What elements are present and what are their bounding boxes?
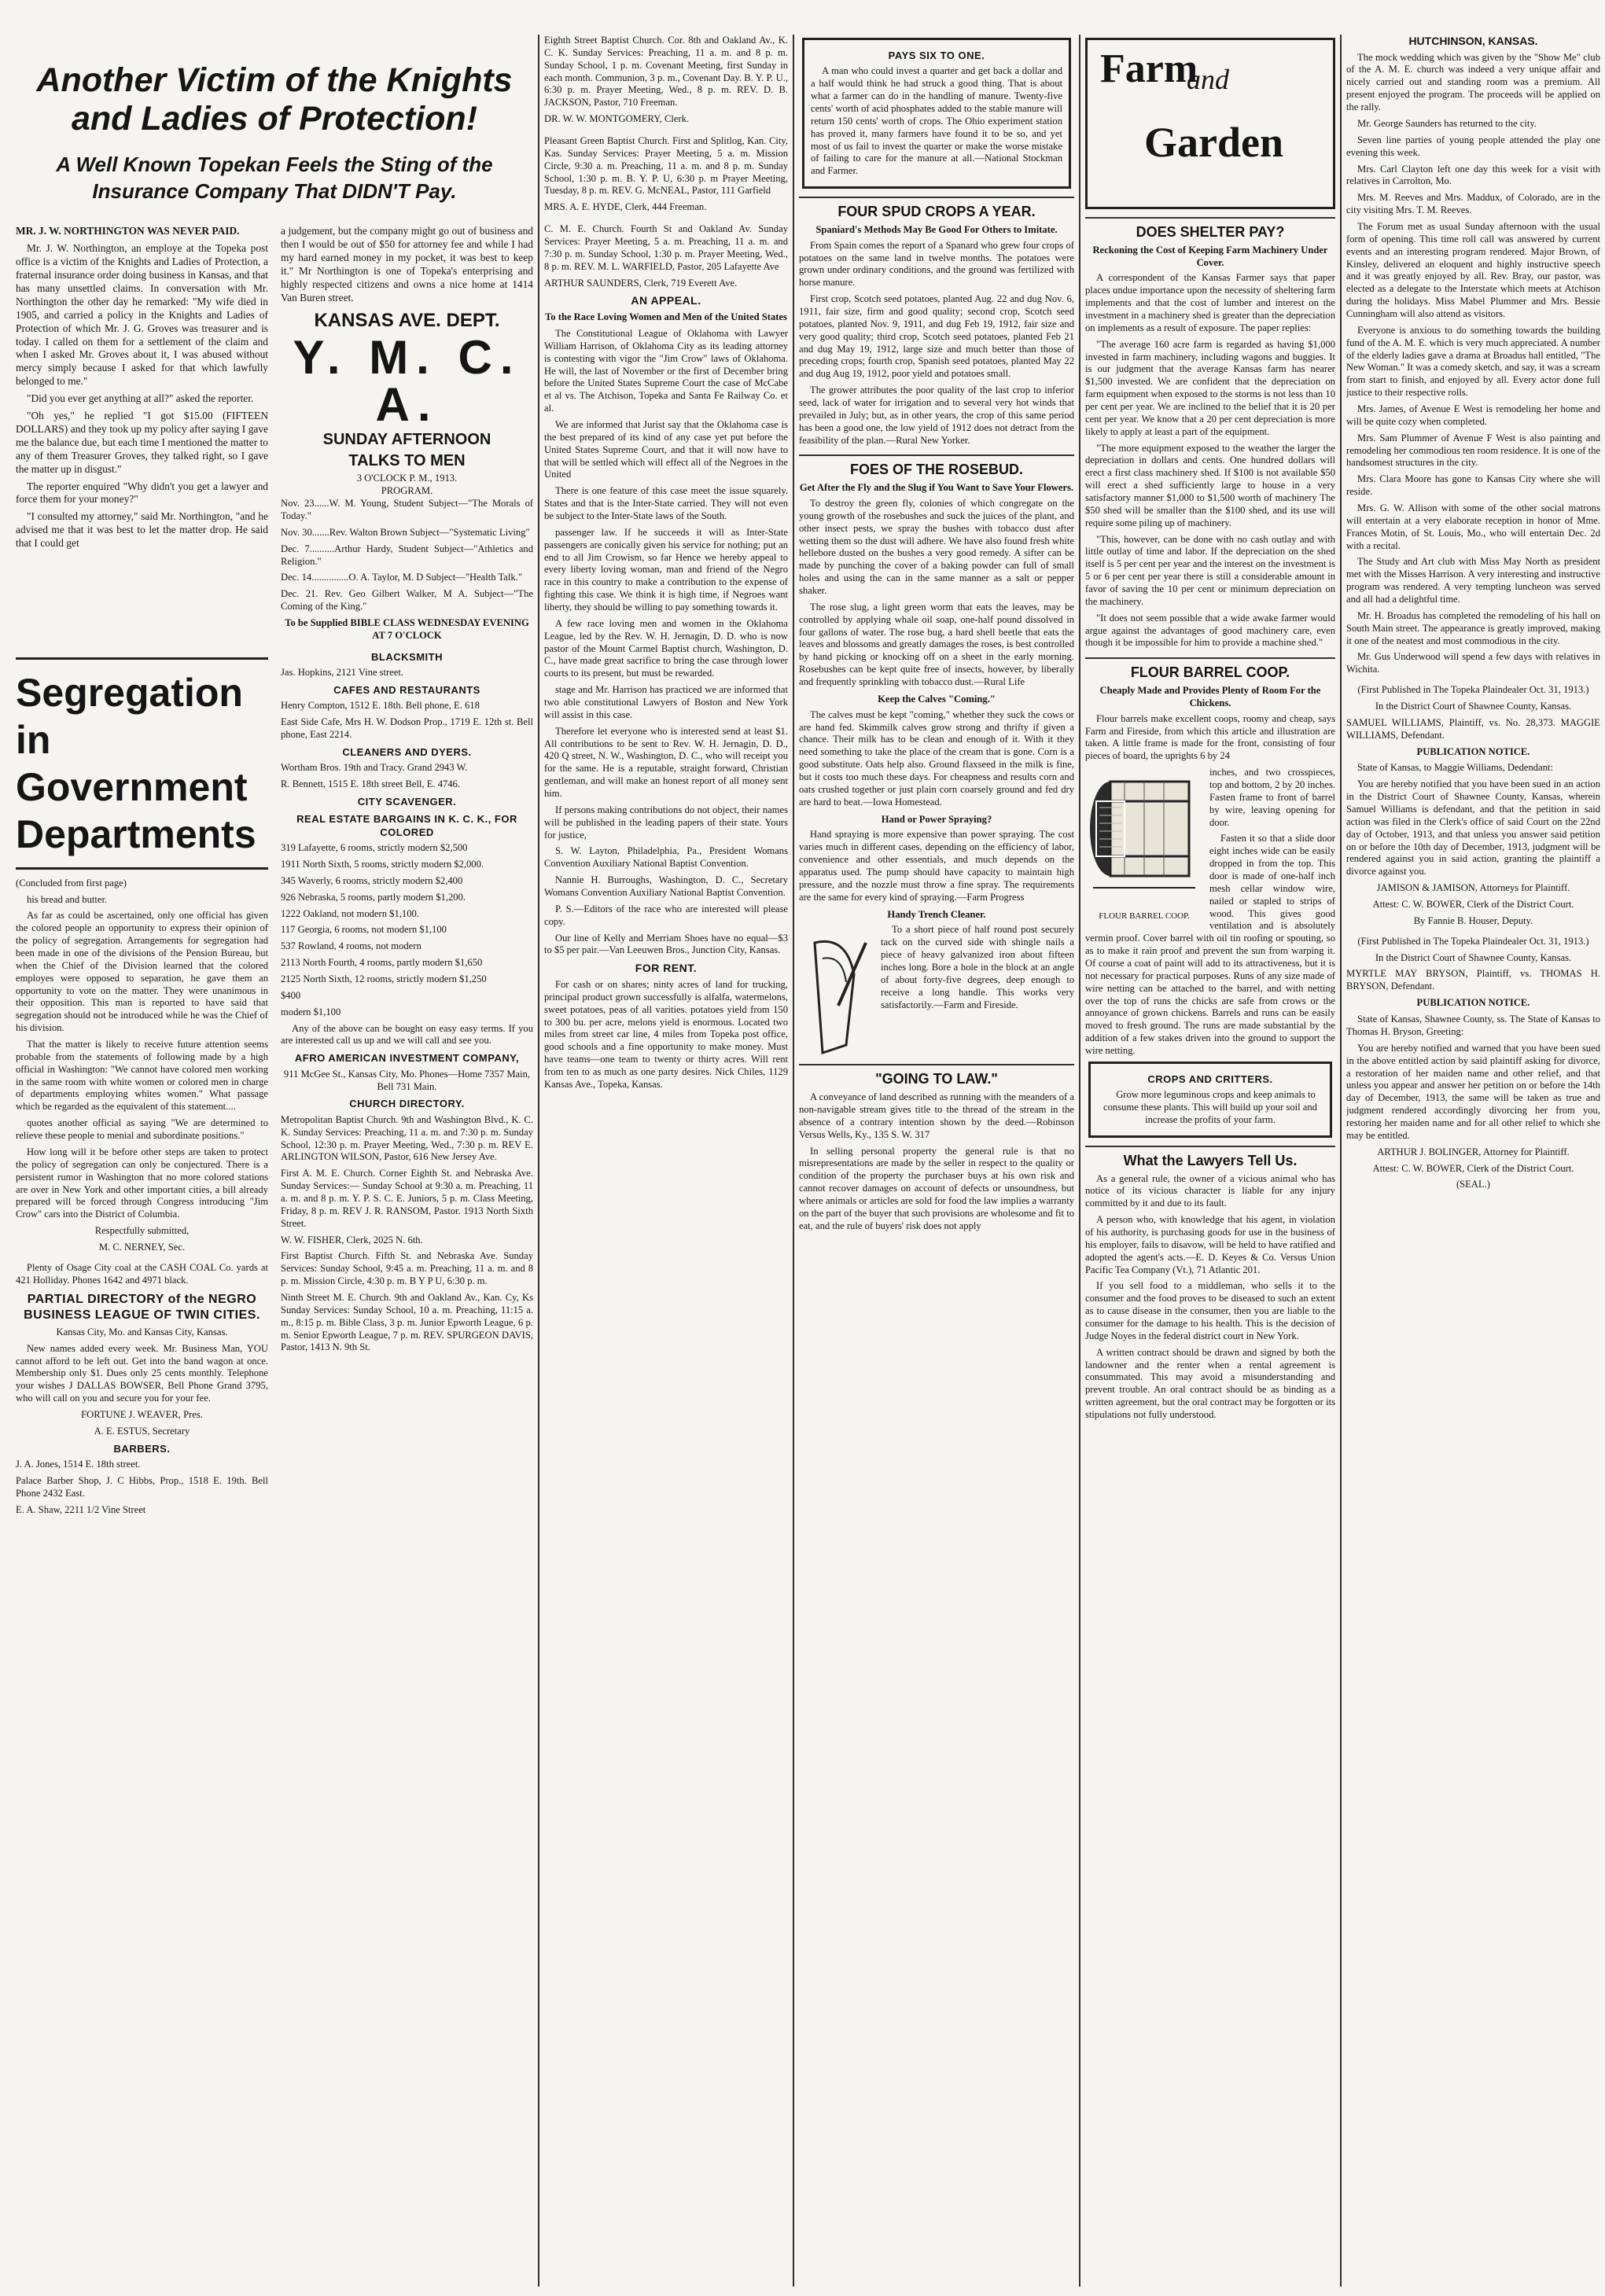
segregation-para: That the matter is likely to receive future attention seems probable from the statements of following made by a high official in Washington: "We cannot have colored men working in the same room with white women or colored men in charge of departments employing whites women." What passage which be regarded as the equivalent of this statement.... bbox=[16, 1039, 268, 1113]
hutchinson-title: HUTCHINSON, KANSAS. bbox=[1408, 35, 1538, 47]
real-estate-entry: 2113 North Fourth, 4 rooms, partly modern $1,650 bbox=[281, 957, 483, 969]
coop-sub: Cheaply Made and Provides Plenty of Room For the Chickens. bbox=[1099, 684, 1321, 708]
rose-sub: Get After the Fly and the Slug if You Want to Save Your Flowers. bbox=[799, 482, 1074, 494]
investment-address: 911 McGee St., Kansas City, Mo. Phones—Home 7357 Main, Bell 731 Main. bbox=[283, 1068, 531, 1092]
hutchinson-item: Mr. H. Broadus has completed the remodeling of his hall on South Main street. The appearance is greatly improved, making it one of the neatest and most commodious in the city. bbox=[1346, 609, 1600, 646]
lawyers-para: A written contract should be drawn and signed by both the landowner and the renter when a rental agreement is consummated. This may avoid a misunderstanding and prevent trouble. An oral contract should be as binding as a written agreement, but the oral contract may be forgotten or its stipulations not fully understood. bbox=[1085, 1346, 1335, 1420]
rent-body: For cash or on shares; ninty acres of land for trucking, principal product grown successfully is alfalfa, watermelons, sweet potatoes, peas of all varities. potatoes yield from 150 to 300 bu. per acre, melons yield is enormous. Located two miles from street car line, 4 miles from Topeka post office, good schools and a fine opportunity to make money. Must have teams—one team to twenty or thirty acres. Will rent from ten to as much as one party desires. Nick Chiles, 1129 Kansas Ave., Topeka, Kansas. bbox=[544, 978, 788, 1090]
spray-body: Hand spraying is more expensive than power spraying. The cost varies much in different cases, depending on the efficiency of labor, convenience and other essentials, and much depends on the apparatus used. The pump should have capacity to maintain high pressure, and the nozzle must throw a fine spray. The requirements are the same for every kind of spraying.—Farm Progress bbox=[799, 829, 1074, 903]
rent-title: FOR RENT. bbox=[635, 962, 698, 975]
appeal-para: We are informed that Jurist say that the Oklahoma case is the best prepared of its kind of any case yet put before the United States Supreme Court, and that it will now have to that will be settled which will effect all of the Negroes in the United bbox=[544, 418, 788, 480]
shelter-para: "The more equipment exposed to the weather the larger the depreciation in dollars and cents. One hundred dollars will erect a first class machinery shed. If $100 is not available $50 will erect a shed sufficiently large to house in a very satisfactory manner $1,000 to $1,500 worth of machinery The $50 shed will be smaller than the $100 shed, and its use will require some piling up of machinery. bbox=[1085, 442, 1335, 528]
church-listing: First Baptist Church. Fifth St. and Nebraska Ave. Sunday Services: Sunday School, 9:45 a. m. Preaching, 11 a. m. and 8 p. m. Mission Circle, 4:30 p. m. B Y P U, 6:30 p. m. bbox=[281, 1250, 533, 1287]
spud-sub: Spaniard's Methods May Be Good For Others to Imitate. bbox=[815, 223, 1058, 235]
ymca-time: 3 O'CLOCK P. M., 1913. bbox=[356, 473, 458, 484]
church-listing: C. M. E. Church. Fourth St and Oakland Av. Sunday Services: Prayer Meeting, 5 a. m. Preaching, 11 a. m. and 7:30 p. m. Sunday School, 1:30 p. m. Prayer Meeting, Wed., 8 p. m. REV. M. L. WARFIELD, Pastor, 205 Lafayette Ave bbox=[544, 223, 788, 272]
legal-notice-2 bbox=[1346, 936, 1600, 1191]
directory-entry: E. A. Shaw, 2211 1/2 Vine Street bbox=[16, 1503, 146, 1515]
lead-article-para: a judgement, but the company might go out of business and then I would be out of $50 for attorney fee and while I had my hard earned money in my pocket, it was best to keep it." Mr Northington is one of Topeka's enterprising and highly respected citizens and owns a nice home at 1414 Van Buren street. bbox=[281, 225, 533, 304]
calves-body: The calves must be kept "coming," whether they suck the cows or are hand fed. Skimmilk calves grow strong and thrifty if given a chance. Their milk has to be clean and enough of it. With it they need something to take the place of the cream that is gone. Corn is a good substitute. Oats help also. Ground flaxseed in the milk is fine, but it costs too much these days. For cheapness and results corn and oats crushed together or just plain corn coarsely ground and fed dry are hard to beat.—Iowa Homestead. bbox=[799, 708, 1074, 808]
pays-box bbox=[802, 38, 1071, 189]
farm-word: Farm bbox=[1100, 46, 1198, 91]
shelter-sub: Reckoning the Cost of Keeping Farm Machinery Under Cover. bbox=[1092, 244, 1328, 268]
directory-intro: New names added every week. Mr. Business Man, YOU cannot afford to be left out. Get into the band wagon at once. Membership only $1. Dues only 25 cents monthly. Telephone your wishes J DALLAS BOWSER, Bell Phone Grand 3795, who will call on you and secure you for your fee. bbox=[16, 1342, 268, 1404]
shelter-para: A correspondent of the Kansas Farmer says that paper places undue importance upon the necessity of sheltering farm implements and that the cost of lumber and interest on the investment in a machinery shed is greater than the depreciation on implements as a result of exposure. The paper replies: bbox=[1085, 272, 1335, 333]
rose-para: To destroy the green fly, colonies of which congregate on the young growth of the rosebushes and suck the juices of the plant, and other insect pests, we spray the bushes with tobacco dust after wetting them so the dust will adhere. We have also found fresh white hellebore dusted on the bushes a very good remedy. A sifter can be made by punching the cover of a baking powder can full of small holes and using the can in the same manner as a salt or pepper shaker. bbox=[799, 497, 1074, 596]
coop-title: FLOUR BARREL COOP. bbox=[1085, 657, 1335, 682]
church-listing: Metropolitan Baptist Church. 9th and Washington Blvd., K. C. K. Sunday Services: Preaching, 11 a. m. and 7:30 p. m. Sunday School, 12:30 p. m. Prayer Meeting, Wed., 7:30 p. m. REV E. ARLINGTON WILSON, Pastor, 616 New Jersey Ave. bbox=[281, 1113, 533, 1163]
segregation-para: As far as could be ascertained, only one official has given the colored people an opportunity to express their opinion of the policy of segregation. Arrangements for segregation had been made in one of the divisions of the Pension Bureau, but when the Chief of the Division learned that the colored employes were opposed to separation, he gave them an opportunity to vote on the matter. They were unanimous in their opposition. This man is reported to have said that segregation should not be introduced while he was the Chief of his division. bbox=[16, 910, 268, 1034]
lead-article-para: Mr. J. W. Northington, an employe at the Topeka post office is a victim of the Knights and Ladies of Protection, a fraternal insurance order doing business in Kansas, and that has many unsettled claims. In conversation with Mr. Northington the other day he remarked: "My wife died in 1905, and carried a policy in the Knights and Ladies of Protection of which Mr. J. G. Groves was treasurer and is today. I called on them for a settlement of the claim and when I asked Mr. Groves about it, I was abused without mercy simply because I asked for that which lawfully belonged to me." bbox=[16, 242, 268, 388]
church-clerk: ARTHUR SAUNDERS, Clerk, 719 Everett Ave. bbox=[544, 277, 738, 289]
directory-cities: Kansas City, Mo. and Kansas City, Kansas. bbox=[56, 1326, 228, 1337]
directory-cat: BLACKSMITH bbox=[371, 650, 443, 663]
spud-para: From Spain comes the report of a Spanard who grew four crops of potatoes on the same land in twelve months. The potatoes were grown under ordinary conditions, and the ground was fertilized with horse manure. bbox=[799, 239, 1074, 289]
coal-ad: Plenty of Osage City coal at the CASH COAL Co. yards at 421 Holliday. Phones 1642 and 4971 black. bbox=[16, 1261, 268, 1286]
real-estate-entry: modern $1,100 bbox=[281, 1006, 341, 1017]
appeal-intro: To the Race Loving Women and Men of the United States bbox=[545, 311, 787, 323]
lead-article-left bbox=[16, 225, 268, 646]
hutchinson-item: Mr. Gus Underwood will spend a few days with relatives in Wichita. bbox=[1346, 651, 1600, 675]
coop-para: inches, and two crosspieces, top and bottom, 2 by 20 inches. Fasten frame to front of barrel by wire, leaving opening for door. bbox=[1209, 767, 1335, 828]
shelter-para: "It does not seem possible that a wide awake farmer would argue against the advantages of good machinery care, even though it be impossible for him to provide a machine shed." bbox=[1085, 612, 1335, 649]
appeal-signer: S. W. Layton, Philadelphia, Pa., President Womans Convention Auxiliary National Baptist Convention. bbox=[544, 845, 788, 870]
directory-entry: Jas. Hopkins, 2121 Vine street. bbox=[281, 667, 404, 679]
trench-cleaner-illustration bbox=[799, 927, 874, 1061]
main-subhead: A Well Known Topekan Feels the Sting of the Insurance Company That DIDN'T Pay. bbox=[56, 152, 493, 203]
appeal-title: AN APPEAL. bbox=[631, 294, 701, 307]
shelter-para: "The average 160 acre farm is regarded as having $1,000 invested in farm machinery, including wagons and buggies. It is our judgment that the average Kansas farm has nearer $1,500 invested. We are confident that the depreciation on farm equipment when exposed to the storms is not less than 10 per cent per year. We are inclined to the belief that it is 20 per cent per year. We know that a 20 per cent depreciation is more likely to apply at least a part of the equipment. bbox=[1085, 338, 1335, 437]
directory-sec: A. E. ESTUS, Secretary bbox=[94, 1425, 190, 1437]
spud-para: First crop, Scotch seed potatoes, planted Aug. 22 and dug Nov. 6, 1911, fair size, firm and good quality; second crop, Scotch seed potatoes, planted Nov. 9, 1911, and dug Feb 19, 1912, fair size and very good quality; third crop, Scotch seed potatoes, planted Feb 21 and dug May 19, 1912, large size and much better than those of preceding crops; fourth crop, Spanish seed potatoes, planted May 22 and dug Aug 19, 1912, poor yield and potatoes small. bbox=[799, 293, 1074, 380]
column-rule bbox=[1340, 35, 1342, 2287]
legal-notice-line: JAMISON & JAMISON, Attorneys for Plaintiff. bbox=[1376, 882, 1570, 894]
ymca-talks: TALKS TO MEN bbox=[348, 452, 466, 470]
legal-notice-heading: PUBLICATION NOTICE. bbox=[1416, 745, 1530, 757]
appeal-para: If persons making contributions do not object, their names will be published in the leading papers of their state. Yours for justice, bbox=[544, 804, 788, 841]
hutchinson-item: The mock wedding which was given by the "Show Me" club of the A. M. E. church was indeed a very unique affair and nicely carried out and standing room was a premium. All present enjoyed the program. The proceeds will be applied on the rally. bbox=[1346, 51, 1600, 113]
barrel-coop-illustration bbox=[1085, 770, 1203, 922]
legal-notice-heading: PUBLICATION NOTICE. bbox=[1416, 997, 1530, 1009]
lower-section bbox=[16, 646, 533, 1521]
directory-cat: CLEANERS AND DYERS. bbox=[342, 745, 472, 758]
ymca-item: Dec. 7..........Arthur Hardy, Student Subject—"Athletics and Religion." bbox=[281, 543, 533, 567]
figure-caption: FLOUR BARREL COOP. bbox=[1099, 911, 1190, 922]
segregation-para: How long will it be before other steps are taken to protect the policy of segregation can only be conjectured. There is a persistent rumor in Washington that no more colored stations are over in New York and other important cities, a bill already prepared will be forced through Congress introducing "Jim Crow" cars into the District of Columbia. bbox=[16, 1146, 268, 1220]
ymca-dept: KANSAS AVE. DEPT. bbox=[314, 309, 500, 331]
ymca-item: Dec. 21. Rev. Geo Gilbert Walker, M A. Subject—"The Coming of the King." bbox=[281, 588, 533, 613]
farm-garden-masthead bbox=[1085, 38, 1335, 209]
church-listing: W. W. FISHER, Clerk, 2025 N. 6th. bbox=[281, 1234, 423, 1246]
column-3 bbox=[799, 35, 1074, 2287]
garden-word: Garden bbox=[1144, 119, 1284, 166]
top-strip bbox=[16, 11, 1589, 28]
real-estate-entry: 1222 Oakland, not modern $1,100. bbox=[281, 907, 419, 919]
appeal-para: There is one feature of this case meet the issue squarely. States and that is the Inter-State carried. They will not even be subject to the Inter-State laws of the South. bbox=[544, 485, 788, 521]
appeal-para: A few race loving men and women in the Oklahoma League, led by the Rev. W. H. Jernagin, D. D. who is now pastor of the Mount Carmel Baptist church, Washington, D. C., have made great sacrifice to bring the case through lower courts to its present, but must be rewarded. bbox=[544, 617, 788, 679]
church-clerk: MRS. A. E. HYDE, Clerk, 444 Freeman. bbox=[544, 201, 707, 213]
pays-title: PAYS SIX TO ONE. bbox=[888, 50, 985, 61]
column-rule bbox=[538, 35, 539, 2287]
legal-notice-line: (SEAL.) bbox=[1456, 1179, 1491, 1190]
legal-notice-line: SAMUEL WILLIAMS, Plaintiff, vs. No. 28,373. MAGGIE WILLIAMS, Defendant. bbox=[1346, 716, 1600, 741]
coop-para: Fasten it so that a slide door eight inches wide can be easily dropped in from the top. This door is made of one-half inch mesh cellar window wire, nailed or stapled to strips of wood. This gives good ventilation and is absolutely vermin proof. Cover barrel with oil tin roofing or spouting, so as to make it rain proof and prevent the sun from warping it. Of course a coat of paint will add to its attractiveness, but it is not necessary for practical purposes. Runs of any size made of wire netting can be attached to the barrel, and with netting over the top of runs the chicks are safe from crows or the annoyance of grown chickens. Barrels and runs can be easily moved to fresh ground. The runs are made substantial by the addition of a few stakes driven into the ground to support the wire netting. bbox=[1085, 833, 1335, 1057]
ymca-notice bbox=[281, 309, 533, 642]
legal-notice-line: (First Published in The Topeka Plaindealer Oct. 31, 1913.) bbox=[1357, 935, 1589, 947]
column-rule bbox=[1079, 35, 1080, 2287]
directory-cat: CITY SCAVENGER. bbox=[357, 796, 457, 808]
real-estate-entry: 319 Lafayette, 6 rooms, strictly modern $2,500 bbox=[281, 842, 468, 854]
lead-article-para: "Oh yes," he replied "I got $15.00 (FIFTEEN DOLLARS) and they took up my policy after saying I gave me the balance due, but each time I mentioned the matter to any of them Treasurer Groves, they talked right, so I gave the matter up in disgust." bbox=[16, 410, 268, 475]
hutchinson-item: Mrs. Carl Clayton left one day this week for a visit with relatives in Carrolton, Mo. bbox=[1346, 163, 1600, 187]
trench-body: To a short piece of half round post securely tack on the curved side with shingle nails a piece of heavy galvanized iron about fifteen inches long. Bore a hole in the block at an angle of about forty-five degrees, deep enough to receive a long handle. This works very satisfactorily.—Farm and Fireside. bbox=[881, 924, 1074, 1010]
legal-notice-line: You are hereby notified that you have been sued in an action in the District Court of Shawnee County, Kansas, wherein Samuel Williams is defendant, and that the petition in said action was filed in the Clerk's office of said Court on the 22nd day of October, 1913, and that unless you answer said petition on or before the 10th day of December, 1913, judgment will be rendered against you in said action, granting the plaintiff a divorce against you. bbox=[1346, 778, 1600, 878]
spud-para: The grower attributes the poor quality of the last crop to inferior seed, lack of water for irrigation and to several very hot winds that prevailed in July; but, as in other years, the crop of this same period has been a good one, the low yield of 1912 does not detract from the feasibility of the plan.—Rural New Yorker. bbox=[799, 385, 1074, 446]
church-clerk: DR. W. W. MONTGOMERY, Clerk. bbox=[544, 113, 690, 125]
hutchinson-item: Mrs. M. Reeves and Mrs. Maddux, of Colorado, are in the city visiting Mrs. T. M. Reeves. bbox=[1346, 192, 1600, 216]
appeal-ps: P. S.—Editors of the race who are interested will please copy. bbox=[544, 903, 788, 927]
appeal-para: passenger law. If he succeeds it will as Inter-State passengers are conically given his service for nothing; put an end to all Jim Crowism, so far Hence we hereby appeal to every liberty loving woman, man and friend of the Negro race in this country to make a contribution to the expense of fighting this case. We think it is high time, if Negroes want liberty, they should be willing to pay something towards it. bbox=[544, 526, 788, 613]
lead-article-para: The reporter enquired "Why didn't you get a lawyer and force them for your money?" bbox=[16, 480, 268, 506]
legal-notice-line: In the District Court of Shawnee County, Kansas. bbox=[1375, 951, 1572, 963]
main-headline: Another Victim of the Knights and Ladies of Protection! bbox=[36, 61, 513, 138]
real-estate-entry: 2125 North Sixth, 12 rooms, strictly modern $1,250 bbox=[281, 973, 487, 985]
directory-entry: East Side Cafe, Mrs H. W. Dodson Prop., 1719 E. 12th st. Bell phone, East 2214. bbox=[281, 716, 533, 741]
critters-box bbox=[1088, 1062, 1332, 1138]
hutchinson-item: Mrs. G. W. Allison with some of the other social matrons will entertain at a very elaborate reception in honor of Mme. Frances Motin, of St. Louis, Mo., who will entertain Dec. 2d with a recital. bbox=[1346, 502, 1600, 551]
critters-body: Grow more leguminous crops and keep animals to consume these plants. This will build up your soil and increase the profits of your farm. bbox=[1103, 1089, 1317, 1125]
segregation-continued: (Concluded from first page) bbox=[16, 877, 127, 889]
spud-title: FOUR SPUD CROPS A YEAR. bbox=[799, 197, 1074, 221]
legal-notice-1 bbox=[1346, 684, 1600, 928]
directory-entry: J. A. Jones, 1514 E. 18th street. bbox=[16, 1459, 141, 1470]
hutchinson-item: Mrs. Sam Plummer of Avenue F West is also painting and remodeling her commodious ten room residence. It is one of the handsomest structures in the city. bbox=[1346, 432, 1600, 469]
trench-cleaner-icon bbox=[799, 927, 874, 1061]
investment-co: AFRO AMERICAN INVESTMENT COMPANY, bbox=[294, 1052, 520, 1065]
directory-entry: Wortham Bros. 19th and Tracy. Grand 2943 W. bbox=[281, 762, 468, 774]
legal-notice-line: MYRTLE MAY BRYSON, Plaintiff, vs. THOMAS H. BRYSON, Defendant. bbox=[1346, 968, 1600, 992]
and-word: and bbox=[1187, 64, 1229, 95]
ymca-program: PROGRAM. bbox=[381, 485, 433, 497]
lead-article-para: "I consulted my attorney," said Mr. Northington, "and he advised me that it was best to let the matter drop. He said that I could get bbox=[16, 510, 268, 550]
real-estate-entry: 1911 North Sixth, 5 rooms, strictly modern $2,000. bbox=[281, 859, 484, 870]
appeal-para: stage and Mr. Harrison has practiced we are informed that two able constitutional Lawyers of Boston and New York will assist in this case. bbox=[544, 684, 788, 720]
legal-notice-line: ARTHUR J. BOLINGER, Attorney for Plaintiff. bbox=[1377, 1146, 1570, 1157]
shelter-para: "This, however, can be done with no cash outlay and with little outlay of time and labor. If the depreciation on the shed itself is 5 per cent per year and the interest on the investment is 5 or 6 per cent per year there is still a considerable amount in favor of saving the 10 per cent or minimum depreciation on the machinery. bbox=[1085, 533, 1335, 607]
rose-title: FOES OF THE ROSEBUD. bbox=[799, 454, 1074, 479]
hutchinson-item: Seven line parties of young people attended the play one evening this week. bbox=[1346, 134, 1600, 158]
lawyers-para: As a general rule, the owner of a vicious animal who has notice of its vicious character is liable for any injury committed by it and due to its fault. bbox=[1085, 1172, 1335, 1209]
hutchinson-item: The Study and Art club with Miss May North as president met with the Misses Harrison. A very interesting and instructive program was rendered. A very tempting luncheon was served and all had a delightful time. bbox=[1346, 556, 1600, 605]
calves-title: Keep the Calves "Coming." bbox=[878, 693, 996, 705]
ymca-item: Nov. 23......W. M. Young, Student Subject—"The Morals of Today." bbox=[281, 498, 533, 521]
segregation-sign: Respectfully submitted, bbox=[94, 1225, 190, 1237]
lead-article bbox=[16, 225, 533, 646]
rose-para: The rose slug, a light green worm that eats the leaves, may be controlled by applying whale oil soap, one-half pound dissolved in four gallons of water. The rose bug, a hard shell beetle that eats the leaves and blossoms and greatly damages the roses, is best controlled by hand picking or knocking off on a sheet in the early morning. Rosebushes can be kept quite free of insects, however, by liberally and frequently sprinkling with tobacco dust.—Rural Life bbox=[799, 601, 1074, 687]
law-para: In selling personal property the general rule is that no misrepresentations are made by the seller in respect to the quality or condition of the property the purchaser buys at his own risk and cannot recover damages on account of defects or unsoundness, but where animals or articles are sold for food the law implies a warranty on the part of the buyer that such provisions are wholesome and fit to eat, and the rule of buyers' risk does not apply bbox=[799, 1145, 1074, 1231]
directory-cat: BARBERS. bbox=[113, 1442, 171, 1455]
segregation-para: his bread and butter. bbox=[27, 893, 108, 905]
column-1 bbox=[16, 35, 533, 2287]
pays-body: A man who could invest a quarter and get back a dollar and a half would think he had struck a good thing. That is about what a farmer can do in the handling of manure. Twenty-five cents' worth of acid phosphates added to the stable manure will return 150 cents' worth of crops. The Ohio experiment station has proved it, many farmers have found it to be so, and yet most of us fail to invest the quarter or make the worse mistake of failing to care for the manure at all.—National Stockman and Farmer. bbox=[811, 65, 1062, 177]
column-5 bbox=[1346, 35, 1600, 2287]
church-directory-title: CHURCH DIRECTORY. bbox=[349, 1098, 465, 1110]
directory-title: PARTIAL DIRECTORY of the NEGRO BUSINESS LEAGUE OF TWIN CITIES. bbox=[24, 1292, 260, 1322]
segregation-signer: M. C. NERNEY, Sec. bbox=[98, 1241, 186, 1253]
ymca-big: Y. M. C. A. bbox=[293, 331, 521, 432]
shoe-ad: Our line of Kelly and Merriam Shoes have no equal—$3 to $5 per pair.—Van Leeuwen Bros., Junction City, Kansas. bbox=[544, 932, 788, 956]
appeal-para: The Constitutional League of Oklahoma with Lawyer William Harrison, of Oklahoma City as its leading attorney is contesting with vigor the "Jim Crow" laws of Oklahoma. He will, the last of November or the first of December bring before the United States Supreme Court the case of McCabe et al vs. The Atchison, Topeka and Santa Fe Railway Co. et al. bbox=[544, 327, 788, 414]
real-estate-entry: 926 Nebraska, 5 rooms, partly modern $1,200. bbox=[281, 891, 466, 903]
legal-notice-line: State of Kansas, to Maggie Williams, Dedendant: bbox=[1357, 762, 1553, 774]
directory-cat: CAFES AND RESTAURANTS bbox=[333, 683, 480, 696]
coop-para: Flour barrels make excellent coops, roomy and cheap, says Farm and Fireside, from which this article and illustration are taken. A little frame is made for the front, consisting of four pieces of board, the uprights 6 by 24 bbox=[1085, 712, 1335, 762]
lawyers-title: What the Lawyers Tell Us. bbox=[1085, 1146, 1335, 1170]
directory-entry: Palace Barber Shop, J. C Hibbs, Prop., 1518 E. 19th. Bell Phone 2432 East. bbox=[16, 1474, 268, 1499]
appeal-para: Therefore let everyone who is interested send at least $1. All contributions to be sent to Rev. W. H. Jernagin, D. D., 420 Q street, N. W., Washington, D. C., who will receipt you for the same. He is a reputable, straight forward, Christian gentleman, and will make an honest report of all money sent him. bbox=[544, 725, 788, 800]
lower-left bbox=[16, 646, 268, 1521]
ymca-item: Nov. 30.......Rev. Walton Brown Subject—"Systematic Living" bbox=[281, 526, 530, 538]
column-2 bbox=[544, 35, 788, 2287]
directory-pres: FORTUNE J. WEAVER, Pres. bbox=[81, 1408, 203, 1420]
law-para: A conveyance of land described as running with the meanders of a non-navigable stream gives title to the thread of the stream in the absence of a contrary intention shown by the deed.—Robinson Versus Wells, Ky., 135 S. W. 317 bbox=[799, 1091, 1074, 1140]
real-estate-entry: 537 Rowland, 4 rooms, not modern bbox=[281, 940, 421, 952]
lead-article-para: "Did you ever get anything at all?" asked the reporter. bbox=[27, 392, 254, 405]
shelter-title: DOES SHELTER PAY? bbox=[1085, 217, 1335, 241]
legal-notice-line: By Fannie B. Houser, Deputy. bbox=[1413, 914, 1533, 926]
legal-notice-line: (First Published in The Topeka Plaindealer Oct. 31, 1913.) bbox=[1357, 684, 1589, 696]
lawyers-para: A person who, with knowledge that his agent, in violation of his authority, is purchasing goods for use in the business of his employer, fails to disavow, will be held to have ratified and adopted the agent's acts.—E. D. Keyes & Co. Versus Union Pacific Tea Company (Vt.), 71 Atlantic 201. bbox=[1085, 1214, 1335, 1275]
appeal-signer: Nannie H. Burroughs, Washington, D. C., Secretary Womans Convention Auxiliary National Baptist Convention. bbox=[544, 874, 788, 899]
church-listing: Pleasant Green Baptist Church. First and Splitlog, Kan. City, Kas. Sunday Services: Prayer Meeting, 5 a. m. Mission Circle, 9:30 a. m. Preaching, 11 a. m. and 8 p. m. Sunday School, 1:30 p. m. B. Y. P. U, 6:30 p. m Prayer Meeting, Tuesday, 8 p. m. REV. G. McNEAL, Pastor, 111 Garfield bbox=[544, 135, 788, 197]
real-estate-entry: 345 Waverly, 6 rooms, strictly modern $2,400 bbox=[281, 874, 463, 886]
real-estate-title: REAL ESTATE BARGAINS IN K. C. K., FOR COLORED bbox=[296, 813, 517, 838]
critters-title: CROPS AND CRITTERS. bbox=[1147, 1073, 1273, 1085]
lead-article-lede: MR. J. W. NORTHINGTON WAS NEVER PAID. bbox=[16, 225, 240, 237]
segregation-para: quotes another official as saying "We are determined to relieve these people to menial and subordinate positions." bbox=[16, 1117, 268, 1142]
church-listing: Ninth Street M. E. Church. 9th and Oakland Av., Kan. Cy, Ks Sunday Services: Sunday School, 10 a. m. Preaching, 11:15 a. m., 8:15 p. m. Bible Class, 3 p. m. Junior Epworth League, 6 p. m. Senior Epworth League, 7 p. m. REV. SPURGEON DAVIS, Pastor, 1413 N. 9th St. bbox=[281, 1291, 533, 1353]
church-listing: Eighth Street Baptist Church. Cor. 8th and Oakland Av., K. C. K. Sunday Services: Preaching, 11 a. m. and 8 p. m. Sunday School, 1 p. m. Covenant Meeting, first Sunday in each month. Communion, 3 p. m., Covenant Day. B. Y. P. U., 6:30 p. m. Prayer Meeting, Wed., 8 p. m. REV. D. B. JACKSON, Pastor, 710 Freeman. bbox=[544, 35, 788, 109]
real-estate-note: Any of the above can be bought on easy easy terms. If you are interested call us up and we will call and see you. bbox=[281, 1022, 533, 1047]
ymca-sunday: SUNDAY AFTERNOON bbox=[322, 431, 491, 449]
real-estate-entry: $400 bbox=[281, 989, 301, 1001]
hutchinson-item: Mrs. Clara Moore has gone to Kansas City where she will reside. bbox=[1346, 473, 1600, 498]
ymca-item: Dec. 14...............O. A. Taylor, M. D Subject—"Health Talk." bbox=[281, 572, 522, 583]
ymca-footer: To be Supplied BIBLE CLASS WEDNESDAY EVENING AT 7 O'CLOCK bbox=[285, 617, 529, 641]
lawyers-para: If you sell food to a middleman, who sells it to the consumer and the food proves to be diseased to such an extent as to cause disease in the consumer, then you are liable to the consumer for the damage to his health. This is the decision of Judge Noyes in the federal district court in New York. bbox=[1085, 1280, 1335, 1341]
hutchinson-item: Everyone is anxious to do something towards the building fund of the A. M. E. which is very much appreciated. A number of the elderly ladies gave a drama at Broadus hall entitled, "The New Woman." It was a comedy sketch, and say, it was a scream from start to finish, and enjoyed by all. Every actor done full justice to their respective rolls. bbox=[1346, 324, 1600, 399]
column-grid bbox=[16, 35, 1600, 2287]
legal-notice-line: Attest: C. W. BOWER, Clerk of the District Court. bbox=[1372, 1162, 1574, 1174]
lower-right bbox=[281, 646, 533, 1521]
hutchinson-item: Mr. George Saunders has returned to the city. bbox=[1357, 117, 1537, 129]
hutchinson-item: Mrs. James, of Avenue E West is remodeling her home and will be quite cozy when completed. bbox=[1346, 403, 1600, 427]
directory-entry: Henry Compton, 1512 E. 18th. Bell phone, E. 618 bbox=[281, 700, 480, 712]
lead-article-right bbox=[281, 225, 533, 646]
church-listing: First A. M. E. Church. Corner Eighth St. and Nebraska Ave. Sunday Services:— Sunday School at 9:30 a. m. Preaching, 11 a. m. and 8 p. m. Y. P. S. C. E. Juniors, 5 p. m. Class Meeting, Friday, 8 p. m. REV J. R. RANSOM, Pastor. 1913 North Sixth Street. bbox=[281, 1168, 533, 1229]
column-rule bbox=[793, 35, 794, 2287]
legal-notice-line: You are hereby notified and warned that you have been sued in the above entitled action by said plaintiff asking for divorce, a restoration of her maiden name and other relief, and that unless you appear and answer her petition on or before the 14th day of December, 1913, the same will be taken as true and judgment rendered accordingly divorcing her from you, restoring her maiden name and for all other relief to which she may be entitled. bbox=[1346, 1042, 1600, 1141]
barrel-coop-icon bbox=[1085, 770, 1203, 907]
spray-title: Hand or Power Spraying? bbox=[881, 813, 992, 825]
hutchinson-item: The Forum met as usual Sunday afternoon with the usual form of opening. This time roll call was answered by current events and an interesting program rendered. Major Brown, of Kinsley, delivered an eloquent and highly instructive speech and it was greatly enjoyed by all. Rev. Bray, our pastor, was elected as a delegate to the Interstate which meets at Atchison during the holidays. Miss Mabel Plummer and Mrs. Bessie Cunningham will also attend as visitors. bbox=[1346, 220, 1600, 319]
column-4 bbox=[1085, 35, 1335, 2287]
legal-notice-line: State of Kansas, Shawnee County, ss. The State of Kansas to Thomas H. Bryson, Greeting: bbox=[1346, 1014, 1600, 1037]
directory-entry: R. Bennett, 1515 E. 18th street Bell, E. 4746. bbox=[281, 778, 461, 790]
legal-notice-line: In the District Court of Shawnee County, Kansas. bbox=[1375, 701, 1572, 712]
real-estate-entry: 117 Georgia, 6 rooms, not modern $1,100 bbox=[281, 924, 447, 936]
law-title: "GOING TO LAW." bbox=[799, 1064, 1074, 1088]
trench-title: Handy Trench Cleaner. bbox=[887, 908, 986, 920]
legal-notice-line: Attest: C. W. BOWER, Clerk of the District Court. bbox=[1372, 899, 1574, 911]
segregation-headline: Segregation in Government Departments bbox=[16, 657, 268, 870]
